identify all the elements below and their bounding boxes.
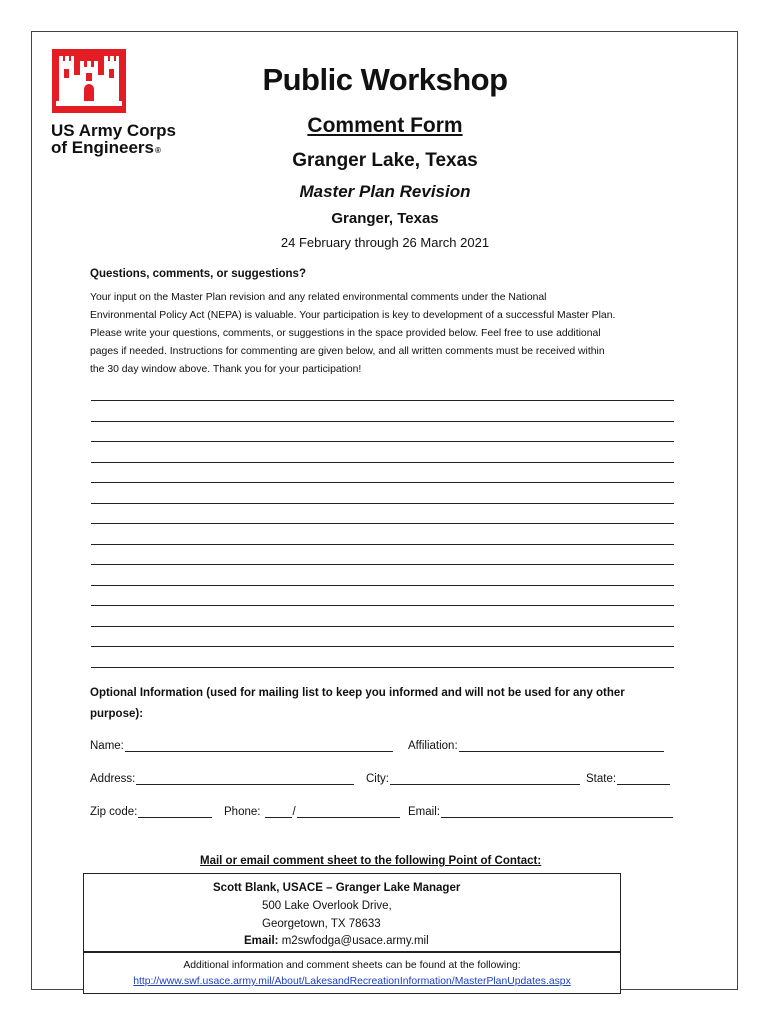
city-label: City: xyxy=(366,773,389,785)
project-heading: Master Plan Revision xyxy=(299,182,471,201)
email-field xyxy=(408,805,673,818)
master-plan-updates-link[interactable]: http://www.swf.usace.army.mil/About/LakesandRecreationInformation/MasterPlanUpdates.aspx xyxy=(133,976,571,987)
state-input[interactable] xyxy=(617,772,670,785)
contact-email-line xyxy=(244,935,429,947)
phone-area-code-input[interactable] xyxy=(265,805,292,818)
questions-heading: Questions, comments, or suggestions? xyxy=(90,268,306,280)
state-field xyxy=(586,772,670,785)
logo-line-2: of Engineers xyxy=(51,138,154,157)
comment-line[interactable] xyxy=(91,421,674,422)
email-label: Email: xyxy=(408,806,440,818)
instructions-line: Please write your questions, comments, or suggestions in the space provided below. Feel free to use additional xyxy=(90,328,601,339)
logo-line-1: US Army Corps xyxy=(51,121,177,140)
additional-info-text: Additional information and comment sheets can be found at the following: xyxy=(183,960,521,971)
comment-line[interactable] xyxy=(91,667,674,668)
comment-line[interactable] xyxy=(91,626,674,627)
phone-separator: / xyxy=(292,806,296,818)
affiliation-label: Affiliation: xyxy=(408,740,458,752)
name-label: Name: xyxy=(90,740,124,752)
address-field xyxy=(90,772,354,785)
instructions-line: pages if needed. Instructions for commenting are given below, and all written comments must be received within xyxy=(90,346,605,357)
comment-line[interactable] xyxy=(91,441,674,442)
usace-castle-logo-icon xyxy=(52,49,126,113)
comment-line[interactable] xyxy=(91,564,674,565)
form-subtitle: Comment Form xyxy=(307,114,463,137)
comment-line[interactable] xyxy=(91,544,674,545)
comment-writing-area[interactable] xyxy=(91,400,674,687)
city-heading: Granger, Texas xyxy=(331,210,439,227)
comment-line[interactable] xyxy=(91,585,674,586)
contact-email[interactable]: m2swfodga@usace.army.mil xyxy=(281,935,429,947)
zip-field xyxy=(90,805,212,818)
phone-field xyxy=(224,805,400,818)
phone-label: Phone: xyxy=(224,806,261,818)
address-input[interactable] xyxy=(136,772,354,785)
optional-info-heading: Optional Information (used for mailing list to keep you informed and will not be used for any other purpose): xyxy=(90,687,625,720)
comment-period-dates: 24 February through 26 March 2021 xyxy=(280,235,490,250)
instructions-line: Environmental Policy Act (NEPA) is valuable. Your participation is key to development of a successful Master Plan. xyxy=(90,310,616,321)
instructions-paragraph xyxy=(90,289,680,379)
instructions-line: the 30 day window above. Thank you for your participation! xyxy=(90,364,362,375)
instructions-line: Your input on the Master Plan revision and any related environmental comments under the National xyxy=(90,292,547,303)
city-field xyxy=(366,772,580,785)
comment-line[interactable] xyxy=(91,523,674,524)
contact-box xyxy=(83,873,621,952)
phone-number-input[interactable] xyxy=(297,805,400,818)
zip-label: Zip code: xyxy=(90,806,138,818)
additional-info-box xyxy=(83,952,621,994)
contact-city: Georgetown, TX 78633 xyxy=(262,918,381,930)
zip-input[interactable] xyxy=(138,805,212,818)
email-input[interactable] xyxy=(441,805,673,818)
comment-line[interactable] xyxy=(91,503,674,504)
comment-line[interactable] xyxy=(91,482,674,483)
contact-street: 500 Lake Overlook Drive, xyxy=(262,900,392,912)
comment-line[interactable] xyxy=(91,400,674,401)
registered-mark: ® xyxy=(154,146,161,155)
address-label: Address: xyxy=(90,773,136,785)
city-input[interactable] xyxy=(390,772,580,785)
name-field xyxy=(90,739,393,752)
affiliation-field xyxy=(408,739,664,752)
page-title: Public Workshop xyxy=(262,62,508,97)
comment-line[interactable] xyxy=(91,646,674,647)
contact-name: Scott Blank, USACE – Granger Lake Manager xyxy=(213,882,461,894)
point-of-contact-heading: Mail or email comment sheet to the following Point of Contact: xyxy=(200,855,542,867)
contact-email-label: Email: xyxy=(244,935,279,947)
comment-line[interactable] xyxy=(91,462,674,463)
comment-line[interactable] xyxy=(91,605,674,606)
affiliation-input[interactable] xyxy=(459,739,664,752)
state-label: State: xyxy=(586,773,617,785)
location-heading: Granger Lake, Texas xyxy=(292,150,478,171)
name-input[interactable] xyxy=(125,739,393,752)
